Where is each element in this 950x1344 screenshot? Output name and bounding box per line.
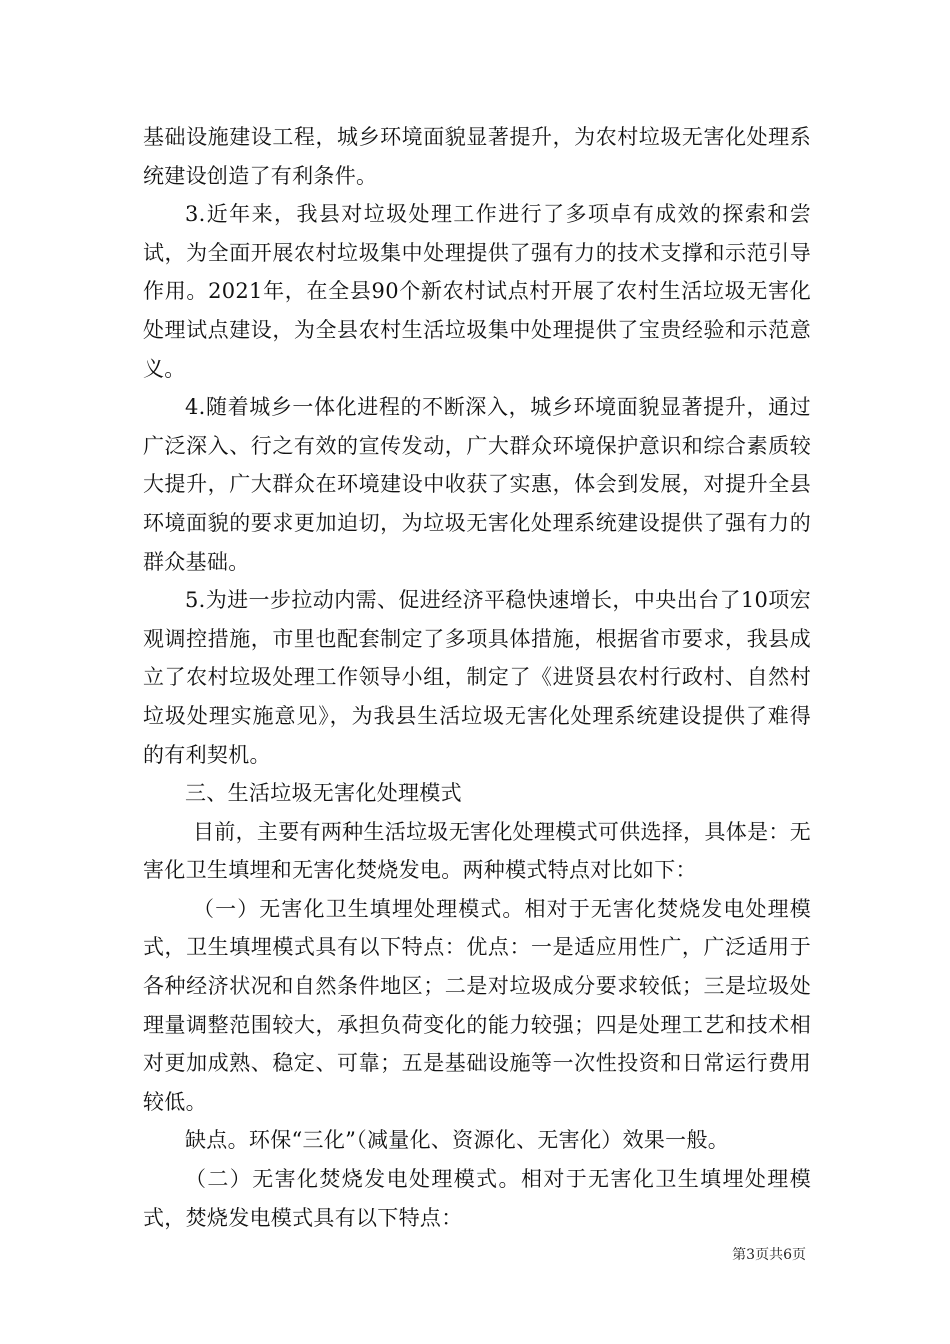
page-number-footer: 第3页共6页 [732, 1247, 806, 1263]
section-heading-3: 三、生活垃圾无害化处理模式 [185, 781, 462, 806]
paragraph-landfill-drawbacks: 缺点。环保“三化”（减量化、资源化、无害化）效果一般。 [185, 1128, 730, 1153]
paragraph-incineration-mode: （二）无害化焚烧发电处理模式。相对于无害化卫生填埋处理模式，焚烧发电模式具有以下特点： [143, 1167, 811, 1230]
paragraph-landfill-mode: （一）无害化卫生填埋处理模式。相对于无害化焚烧发电处理模式，卫生填埋模式具有以下特点：优点：一是适应用性广，广泛适用于各种经济状况和自然条件地区；二是对垃圾成分要求较低；三是垃圾处理量调整范围较大，承担负荷变化的能力较强；四是处理工艺和技术相对更加成熟、稳定、可靠；五是基础设施等一次性投资和日常运行费用较低。 [143, 896, 811, 1114]
paragraph-item-3: 3.近年来，我县对垃圾处理工作进行了多项卓有成效的探索和尝试，为全面开展农村垃圾集中处理提供了强有力的技术支撑和示范引导作用。2021年，在全县90个新农村试点村开展了农村生活垃圾无害化处理试点建设，为全县农村生活垃圾集中处理提供了宝贵经验和示范意义。 [143, 202, 811, 381]
document-body [143, 118, 811, 1237]
paragraph-intro-modes: 目前，主要有两种生活垃圾无害化处理模式可供选择，具体是：无害化卫生填埋和无害化焚烧发电。两种模式特点对比如下： [143, 819, 811, 883]
paragraph-item-4: 4.随着城乡一体化进程的不断深入，城乡环境面貌显著提升，通过广泛深入、行之有效的宣传发动，广大群众环境保护意识和综合素质较大提升，广大群众在环境建设中收获了实惠，体会到发展，对提升全县环境面貌的要求更加迫切，为垃圾无害化处理系统建设提供了强有力的群众基础。 [143, 395, 811, 574]
paragraph-continuation: 基础设施建设工程，城乡环境面貌显著提升，为农村垃圾无害化处理系统建设创造了有利条件。 [143, 125, 811, 188]
paragraph-item-5: 5.为进一步拉动内需、促进经济平稳快速增长，中央出台了10项宏观调控措施，市里也配套制定了多项具体措施，根据省市要求，我县成立了农村垃圾处理工作领导小组，制定了《进贤县农村行政村、自然村垃圾处理实施意见》，为我县生活垃圾无害化处理系统建设提供了难得的有利契机。 [143, 588, 811, 767]
